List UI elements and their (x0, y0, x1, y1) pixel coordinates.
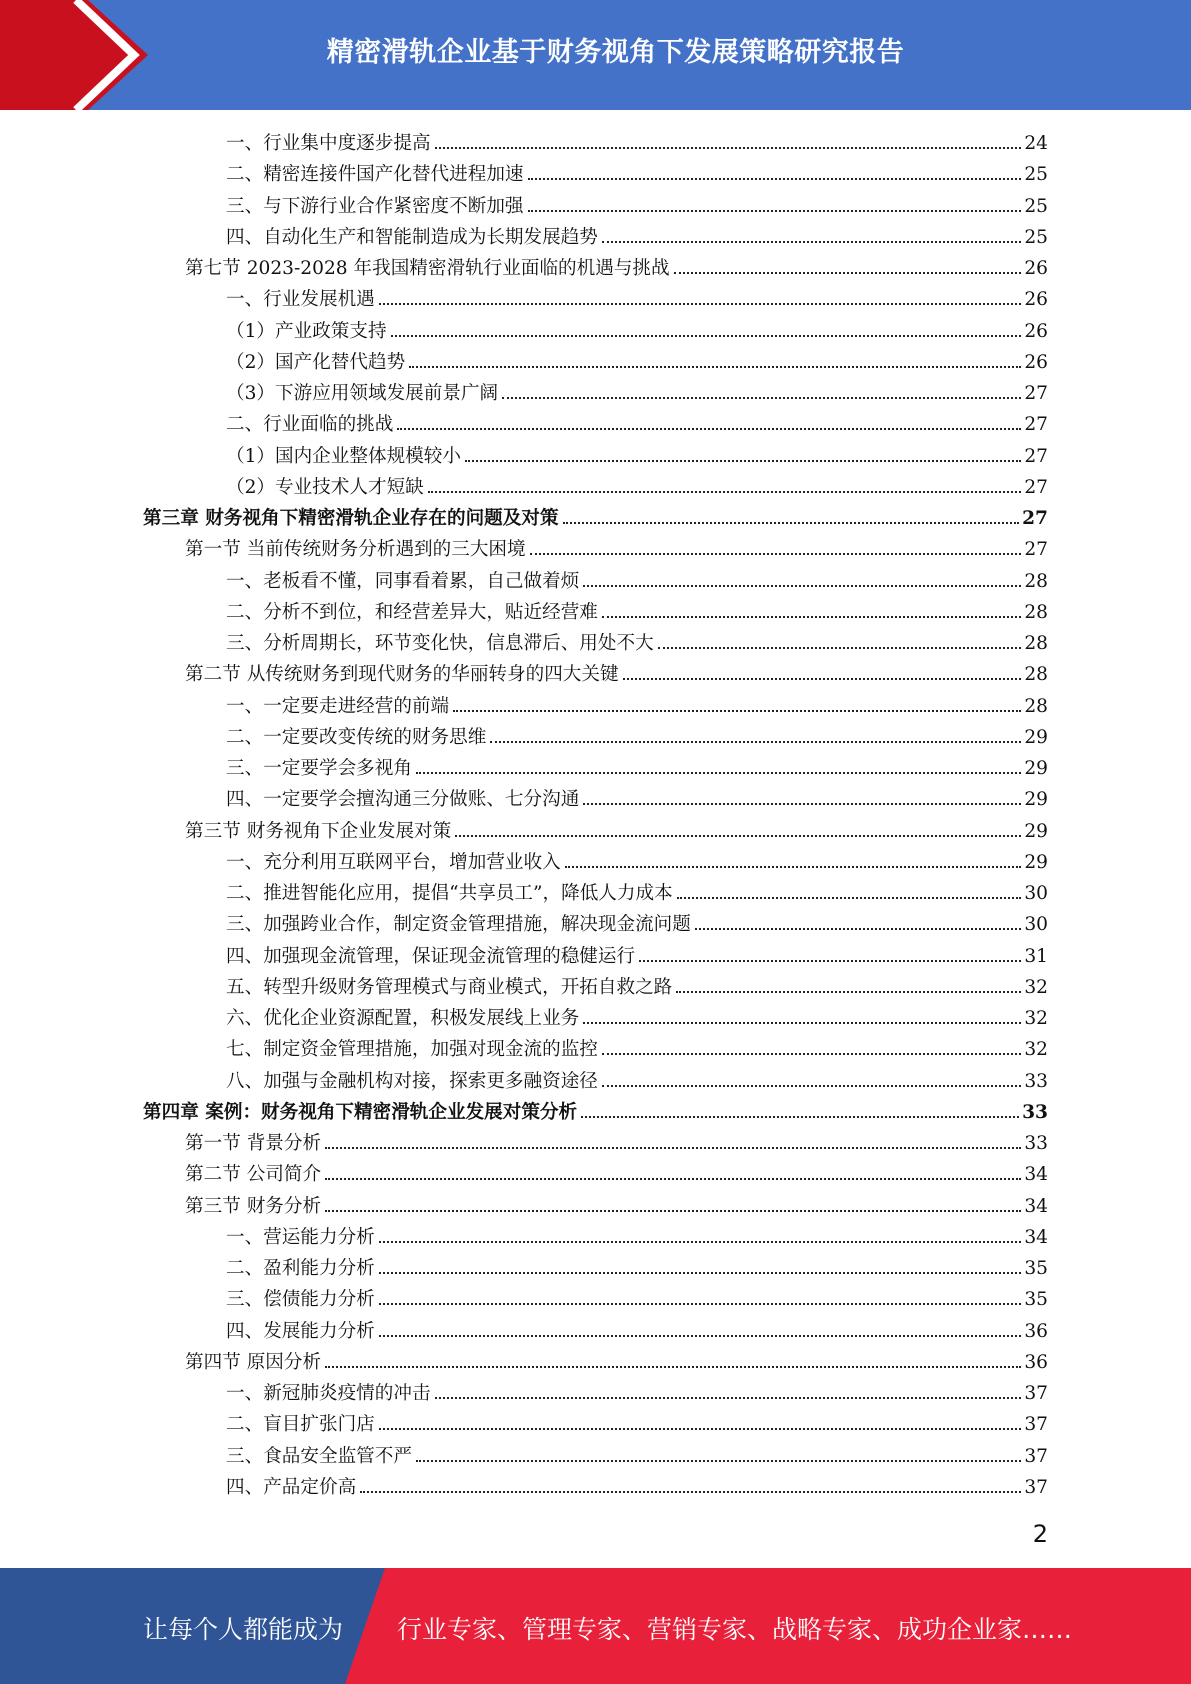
toc-entry[interactable] (226, 316, 1048, 347)
toc-entry-title: 三、偿债能力分析 (226, 1289, 375, 1311)
toc-entry-title: 四、加强现金流管理，保证现金流管理的稳健运行 (226, 945, 636, 967)
toc-dot-leader (409, 365, 1021, 368)
toc-entry-page: 25 (1024, 226, 1048, 248)
page-header (0, 0, 1191, 110)
toc-dot-leader (379, 1302, 1022, 1305)
toc-dot-leader (379, 1334, 1022, 1337)
toc-dot-leader (695, 927, 1021, 930)
toc-dot-leader (360, 1490, 1021, 1493)
toc-entry-page: 27 (1022, 508, 1048, 529)
toc-entry[interactable] (226, 972, 1048, 1003)
toc-entry-page: 28 (1024, 570, 1048, 592)
toc-entry-title: 五、转型升级财务管理模式与商业模式，开拓自救之路 (226, 976, 673, 998)
toc-entry-title: 一、营运能力分析 (226, 1226, 375, 1248)
toc-entry[interactable] (226, 1034, 1048, 1065)
toc-dot-leader (528, 209, 1022, 212)
toc-entry-page: 33 (1024, 1070, 1048, 1092)
toc-dot-leader (435, 1396, 1022, 1399)
toc-entry-title: 四、一定要学会擅沟通三分做账、七分沟通 (226, 789, 580, 811)
toc-entry[interactable] (226, 284, 1048, 315)
toc-entry-title: 第三章 财务视角下精密滑轨企业存在的问题及对策 (143, 508, 559, 529)
toc-entry-page: 27 (1024, 414, 1048, 436)
toc-entry-title: 七、制定资金管理措施，加强对现金流的监控 (226, 1039, 598, 1061)
toc-dot-leader (581, 1115, 1019, 1118)
toc-entry-page: 28 (1024, 664, 1048, 686)
toc-entry-title: （3）下游应用领域发展前景广阔 (226, 383, 499, 404)
toc-dot-leader (623, 677, 1022, 680)
toc-entry[interactable] (143, 503, 1048, 534)
toc-entry-page: 30 (1024, 914, 1048, 936)
toc-entry[interactable] (226, 1003, 1048, 1034)
toc-entry-title: （1）产业政策支持 (226, 320, 387, 342)
toc-dot-leader (502, 396, 1021, 399)
toc-dot-leader (325, 1146, 1021, 1149)
toc-entry-page: 24 (1024, 133, 1048, 154)
toc-entry[interactable] (143, 1097, 1048, 1128)
toc-entry-page: 36 (1024, 1351, 1048, 1373)
toc-entry-page: 33 (1024, 1133, 1048, 1154)
toc-dot-leader (435, 146, 1022, 149)
toc-dot-leader (379, 1240, 1022, 1243)
page-footer (0, 1568, 1191, 1684)
toc-entry-title: （2）国产化替代趋势 (226, 351, 406, 373)
toc-dot-leader (674, 271, 1022, 274)
toc-entry-title: 一、新冠肺炎疫情的冲击 (226, 1383, 431, 1404)
toc-entry[interactable] (226, 472, 1048, 503)
toc-entry-title: 一、老板看不懂，同事看着累，自己做着烦 (226, 570, 580, 592)
toc-dot-leader (490, 740, 1021, 743)
toc-dot-leader (677, 896, 1022, 899)
toc-dot-leader (583, 1021, 1021, 1024)
toc-entry-title: 第三节 财务视角下企业发展对策 (185, 820, 452, 842)
toc-entry-page: 26 (1024, 289, 1048, 311)
toc-entry[interactable] (226, 1253, 1048, 1284)
toc-entry-title: 一、充分利用互联网平台，增加营业收入 (226, 851, 561, 873)
toc-entry-page: 26 (1024, 258, 1048, 279)
toc-entry-page: 28 (1024, 633, 1048, 654)
toc-entry[interactable] (226, 597, 1048, 628)
toc-entry[interactable] (226, 1066, 1048, 1097)
toc-entry-title: 一、一定要走进经营的前端 (226, 695, 450, 717)
toc-entry-page: 35 (1024, 1289, 1048, 1311)
toc-entry[interactable] (185, 1128, 1048, 1159)
toc-entry-title: （1）国内企业整体规模较小 (226, 445, 461, 467)
toc-entry-page: 28 (1024, 601, 1048, 623)
toc-entry-page: 27 (1024, 383, 1048, 404)
toc-entry-page: 33 (1022, 1101, 1048, 1123)
toc-dot-leader (528, 177, 1022, 180)
toc-entry[interactable] (185, 659, 1048, 690)
toc-entry-page: 30 (1024, 883, 1048, 904)
toc-entry[interactable] (226, 909, 1048, 940)
toc-entry-page: 34 (1024, 1195, 1048, 1217)
toc-dot-leader (465, 459, 1021, 462)
toc-entry[interactable] (226, 1378, 1048, 1409)
toc-entry-page: 27 (1024, 476, 1048, 498)
toc-entry[interactable] (226, 1409, 1048, 1440)
toc-entry-page: 25 (1024, 195, 1048, 217)
toc-entry[interactable] (226, 628, 1048, 659)
toc-entry-page: 29 (1024, 726, 1048, 748)
toc-entry-title: 八、加强与金融机构对接，探索更多融资途径 (226, 1070, 598, 1092)
toc-entry[interactable] (226, 566, 1048, 597)
toc-entry-title: 三、食品安全监管不严 (226, 1445, 412, 1467)
toc-entry[interactable] (185, 1191, 1048, 1222)
toc-entry-title: 三、与下游行业合作紧密度不断加强 (226, 195, 524, 217)
toc-entry-page: 36 (1024, 1320, 1048, 1342)
toc-entry-title: 第三节 财务分析 (185, 1195, 322, 1217)
toc-entry-page: 29 (1024, 789, 1048, 811)
toc-dot-leader (391, 334, 1022, 337)
toc-entry[interactable] (226, 753, 1048, 784)
toc-entry-page: 26 (1024, 320, 1048, 342)
toc-entry-page: 27 (1024, 445, 1048, 467)
toc-entry-title: 第二节 公司简介 (185, 1164, 322, 1186)
toc-entry-title: 二、一定要改变传统的财务思维 (226, 726, 487, 748)
toc-dot-leader (639, 959, 1021, 962)
toc-entry[interactable] (226, 191, 1048, 222)
toc-entry-page: 37 (1024, 1476, 1048, 1498)
toc-entry[interactable] (185, 253, 1048, 284)
toc-entry[interactable] (226, 347, 1048, 378)
toc-entry[interactable] (226, 378, 1048, 409)
toc-dot-leader (565, 865, 1022, 868)
toc-entry-title: 三、分析周期长，环节变化快，信息滞后、用处不大 (226, 633, 654, 654)
toc-entry-page: 37 (1024, 1445, 1048, 1467)
toc-entry[interactable] (185, 1347, 1048, 1378)
toc-entry-page: 28 (1024, 695, 1048, 717)
toc-entry[interactable] (226, 441, 1048, 472)
toc-entry[interactable] (226, 1222, 1048, 1253)
footer-slogan-left: 让每个人都能成为 (143, 1615, 344, 1644)
toc-entry-title: 二、行业面临的挑战 (226, 414, 394, 436)
toc-entry[interactable] (226, 691, 1048, 722)
toc-entry-title: 二、分析不到位，和经营差异大，贴近经营难 (226, 601, 598, 623)
toc-entry[interactable] (226, 409, 1048, 440)
toc-entry-page: 37 (1024, 1414, 1048, 1436)
toc-dot-leader (325, 1365, 1021, 1368)
toc-dot-leader (325, 1177, 1021, 1180)
toc-entry-page: 35 (1024, 1258, 1048, 1279)
toc-dot-leader (416, 1459, 1021, 1462)
toc-dot-leader (602, 1084, 1021, 1087)
toc-entry-title: 第四节 原因分析 (185, 1351, 322, 1373)
toc-dot-leader (583, 584, 1021, 587)
toc-entry-page: 26 (1024, 351, 1048, 373)
footer-slogan-right: 行业专家、管理专家、营销专家、战略专家、成功企业家…… (397, 1615, 1073, 1644)
toc-entry-page: 29 (1024, 758, 1048, 779)
toc-entry-title: 二、精密连接件国产化替代进程加速 (226, 164, 524, 186)
toc-entry[interactable] (185, 816, 1048, 847)
toc-entry[interactable] (226, 1284, 1048, 1315)
toc-entry[interactable] (226, 159, 1048, 190)
toc-entry-page: 34 (1024, 1164, 1048, 1186)
toc-entry-page: 29 (1024, 851, 1048, 873)
toc-entry[interactable] (226, 1316, 1048, 1347)
toc-dot-leader (602, 615, 1021, 618)
toc-dot-leader (379, 302, 1022, 305)
toc-entry[interactable] (185, 1159, 1048, 1190)
toc-entry[interactable] (226, 128, 1048, 159)
toc-entry-title: 三、加强跨业合作，制定资金管理措施，解决现金流问题 (226, 914, 691, 936)
toc-entry[interactable] (226, 878, 1048, 909)
toc-dot-leader (453, 709, 1021, 712)
toc-dot-leader (397, 427, 1021, 430)
toc-entry-title: 第二节 从传统财务到现代财务的华丽转身的四大关键 (185, 664, 619, 686)
toc-entry[interactable] (226, 1441, 1048, 1472)
toc-entry-page: 29 (1024, 820, 1048, 842)
toc-entry[interactable] (185, 534, 1048, 565)
toc-dot-leader (379, 1427, 1022, 1430)
toc-entry[interactable] (226, 722, 1048, 753)
toc-dot-leader (416, 771, 1021, 774)
toc-entry-title: 二、盈利能力分析 (226, 1258, 375, 1279)
toc-entry-title: 四、发展能力分析 (226, 1320, 375, 1342)
toc-entry-page: 31 (1024, 945, 1048, 967)
toc-entry-page: 25 (1024, 164, 1048, 186)
toc-entry-title: 四、自动化生产和智能制造成为长期发展趋势 (226, 226, 598, 248)
toc-dot-leader (325, 1209, 1021, 1212)
toc-dot-leader (455, 834, 1021, 837)
toc-entry-title: 二、盲目扩张门店 (226, 1414, 375, 1436)
toc-entry-title: 四、产品定价高 (226, 1476, 357, 1498)
toc-dot-leader (583, 802, 1021, 805)
toc-entry-page: 37 (1024, 1383, 1048, 1404)
toc-entry-title: 一、行业发展机遇 (226, 289, 375, 311)
toc-entry-title: 一、行业集中度逐步提高 (226, 133, 431, 154)
toc-entry-title: 第一节 背景分析 (185, 1133, 322, 1154)
page-number: 2 (1032, 1520, 1048, 1548)
toc-entry-page: 34 (1024, 1226, 1048, 1248)
toc-entry-page: 27 (1024, 539, 1048, 561)
toc-entry-title: 第四章 案例：财务视角下精密滑轨企业发展对策分析 (143, 1101, 578, 1123)
toc-entry-title: 第七节 2023-2028 年我国精密滑轨行业面临的机遇与挑战 (185, 258, 670, 279)
toc-dot-leader (428, 490, 1022, 493)
toc-entry[interactable] (226, 941, 1048, 972)
toc-dot-leader (379, 1271, 1022, 1274)
toc-entry-title: 六、优化企业资源配置，积极发展线上业务 (226, 1008, 580, 1029)
toc-entry-title: （2）专业技术人才短缺 (226, 476, 424, 498)
toc-entry-title: 第一节 当前传统财务分析遇到的三大困境 (185, 539, 526, 561)
toc-entry[interactable] (226, 847, 1048, 878)
report-title: 精密滑轨企业基于财务视角下发展策略研究报告 (326, 37, 905, 68)
toc-entry[interactable] (226, 784, 1048, 815)
toc-dot-leader (530, 552, 1022, 555)
toc-dot-leader (658, 646, 1022, 649)
toc-entry-title: 二、推进智能化应用，提倡“共享员工”，降低人力成本 (226, 883, 673, 904)
toc-dot-leader (563, 521, 1020, 524)
toc-entry-page: 32 (1024, 976, 1048, 998)
toc-dot-leader (602, 1052, 1021, 1055)
toc-entry-page: 32 (1024, 1008, 1048, 1029)
toc-entry[interactable] (226, 222, 1048, 253)
toc-dot-leader (676, 990, 1021, 993)
toc-entry[interactable] (226, 1472, 1048, 1503)
toc-entry-page: 32 (1024, 1039, 1048, 1061)
toc-dot-leader (602, 240, 1021, 243)
toc-entry-title: 三、一定要学会多视角 (226, 758, 412, 779)
